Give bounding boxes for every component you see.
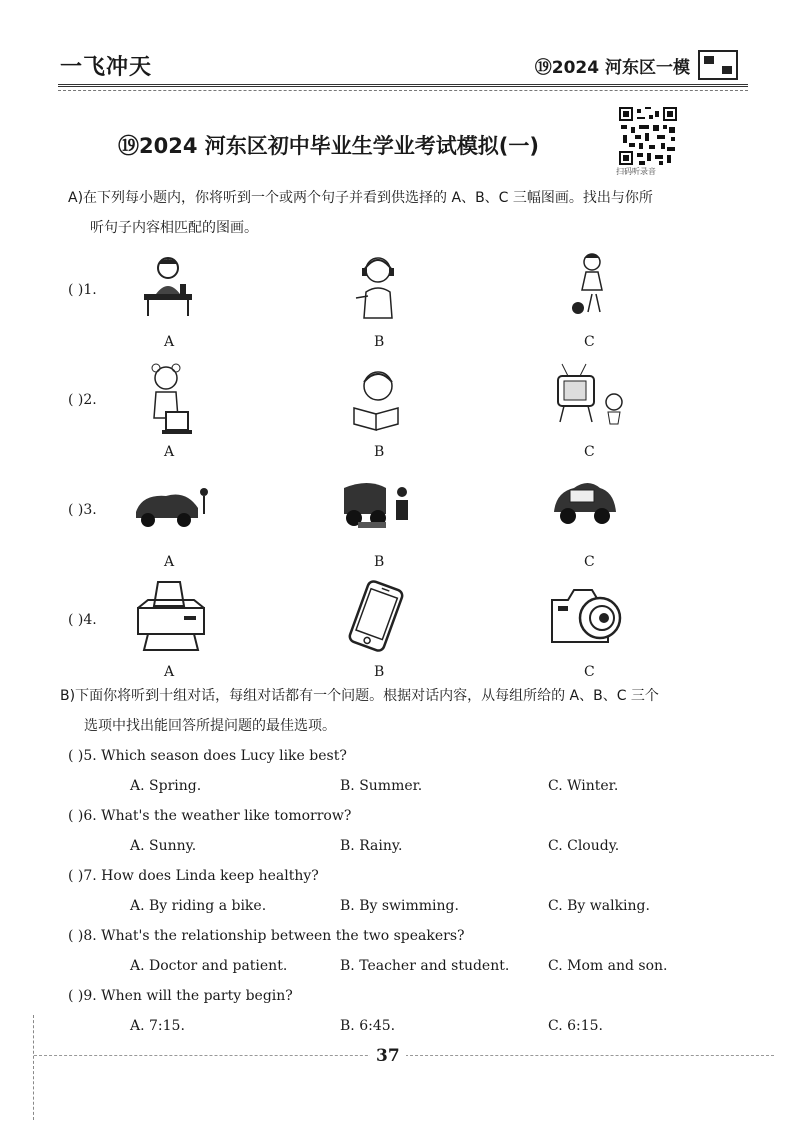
section-b-instruction-1: B)下面你将听到十组对话，每组对话都有一个问题。根据对话内容，从每组所给的 A、B、C 三个 xyxy=(60,688,659,704)
q3-label-a: A xyxy=(164,554,175,570)
q7-option-c: C. By walking. xyxy=(548,898,650,914)
q7-option-a: A. By riding a bike. xyxy=(130,898,267,914)
section-a-instruction-2: 听句子内容相匹配的图画。 xyxy=(90,220,258,236)
q3-a-damaged-car-image xyxy=(132,482,212,530)
question-6-stem: ( )6. What's the weather like tomorrow? xyxy=(68,808,352,824)
q9-option-b: B. 6:45. xyxy=(340,1018,396,1034)
q3-label-b: B xyxy=(374,554,385,570)
series-text: ⑲2024 河东区一模 xyxy=(534,57,690,78)
question-9-stem: ( )9. When will the party begin? xyxy=(68,988,293,1004)
q1-label-c: C xyxy=(584,334,595,350)
brand-logo: 一飞冲天 xyxy=(60,55,153,80)
series-label xyxy=(535,50,738,80)
q4-label-c: C xyxy=(584,664,595,680)
question-4-number: ( )4. xyxy=(68,612,97,628)
question-2-number: ( )2. xyxy=(68,392,97,408)
q1-label-b: B xyxy=(374,334,385,350)
q8-option-b: B. Teacher and student. xyxy=(340,958,510,974)
q5-option-c: C. Winter. xyxy=(548,778,619,794)
q2-label-c: C xyxy=(584,444,595,460)
page-number: 37 xyxy=(370,1046,406,1066)
header-rule-dashed xyxy=(58,90,748,91)
q3-label-c: C xyxy=(584,554,595,570)
q3-c-cartoon-car-image xyxy=(548,478,622,530)
q9-option-a: A. 7:15. xyxy=(130,1018,185,1034)
section-b-instruction-2: 选项中找出能回答所提问题的最佳选项。 xyxy=(84,718,336,734)
question-5-stem: ( )5. Which season does Lucy like best? xyxy=(68,748,347,764)
question-3-number: ( )3. xyxy=(68,502,97,518)
q9-option-c: C. 6:15. xyxy=(548,1018,604,1034)
qr-label: 扫码听录音 xyxy=(616,167,656,176)
q6-option-c: C. Cloudy. xyxy=(548,838,620,854)
q2-b-boy-reading-image xyxy=(346,364,408,432)
header-rule xyxy=(58,84,748,87)
binding-margin-line xyxy=(33,1015,34,1120)
q2-label-b: B xyxy=(374,444,385,460)
q8-option-c: C. Mom and son. xyxy=(548,958,668,974)
q4-a-printer-image xyxy=(134,578,208,654)
question-7-stem: ( )7. How does Linda keep healthy? xyxy=(68,868,319,884)
qr-code-icon[interactable] xyxy=(619,107,677,165)
q5-option-a: A. Spring. xyxy=(130,778,202,794)
q4-c-camera-image xyxy=(548,586,628,648)
q3-b-repair-scene-image xyxy=(338,478,418,530)
q1-a-person-at-desk-image xyxy=(136,254,200,320)
q1-b-girl-with-headphones-image xyxy=(346,252,410,322)
section-a-instruction-1: A)在下列每小题内，你将听到一个或两个句子并看到供选择的 A、B、C 三幅图画。找出与你所 xyxy=(68,190,653,206)
mini-code-icon xyxy=(698,50,738,80)
q6-option-b: B. Rainy. xyxy=(340,838,403,854)
q7-option-b: B. By swimming. xyxy=(340,898,459,914)
question-1-number: ( )1. xyxy=(68,282,97,298)
q2-c-tv-cartoon-image xyxy=(550,362,630,432)
page-title: ⑲2024 河东区初中毕业生学业考试模拟(一) xyxy=(118,134,539,158)
q2-label-a: A xyxy=(164,444,175,460)
q4-b-smartphone-image xyxy=(344,580,408,652)
q4-label-a: A xyxy=(164,664,175,680)
q2-a-girl-at-computer-image xyxy=(144,362,194,436)
q1-label-a: A xyxy=(164,334,175,350)
question-8-stem: ( )8. What's the relationship between the two speakers? xyxy=(68,928,465,944)
q4-label-b: B xyxy=(374,664,385,680)
q1-c-girl-with-ball-image xyxy=(568,250,612,326)
q5-option-b: B. Summer. xyxy=(340,778,423,794)
q8-option-a: A. Doctor and patient. xyxy=(130,958,288,974)
q6-option-a: A. Sunny. xyxy=(130,838,197,854)
